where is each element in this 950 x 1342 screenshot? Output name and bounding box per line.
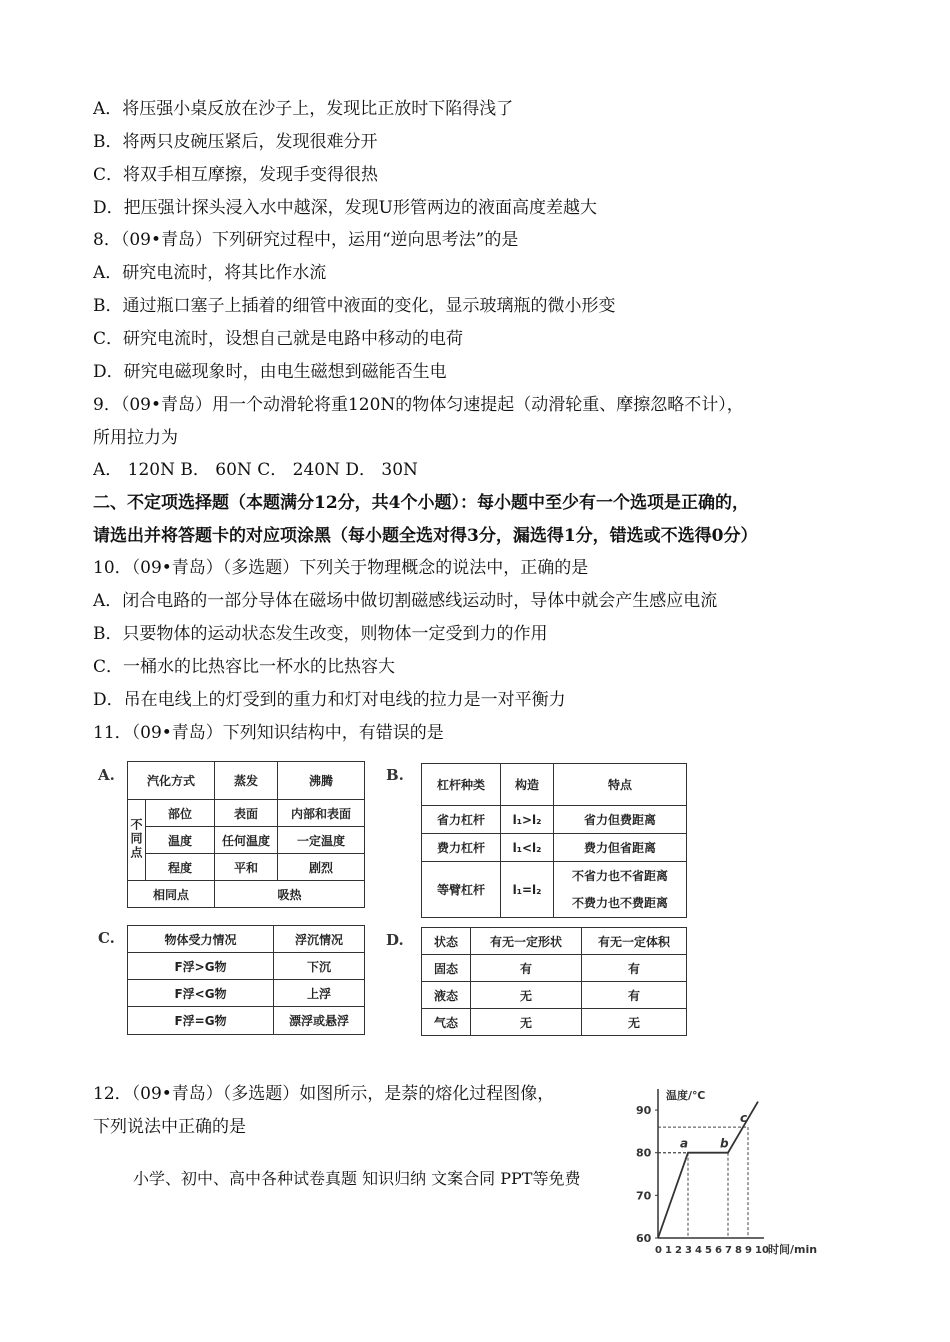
table-c-header: 浮沉情况 [274,926,365,953]
table-a-cell: 部位 [146,800,215,827]
table-b-cell: 不费力也不费距离 [571,895,668,910]
table-d-label: D. [386,931,404,949]
table-b-cell: 省力但费距离 [554,806,687,834]
x-tick-label: 7 [725,1245,732,1256]
table-a-cell: 温度 [146,827,215,854]
table-d-cell: 无 [471,982,582,1009]
x-axis-label: 时间/min [768,1243,818,1256]
q7-option-d: D．把压强计探头浸入水中越深，发现U形管两边的液面高度差越大 [93,198,597,218]
x-tick-label: 8 [735,1245,742,1256]
melting-chart [620,1085,835,1265]
table-b-header: 杠杆种类 [422,764,501,806]
q8-option-c: C．研究电流时，设想自己就是电路中移动的电荷 [93,329,464,349]
table-d-cell: 液态 [422,982,471,1009]
table-a [127,761,365,908]
q10-option-d: D．吊在电线上的灯受到的重力和灯对电线的拉力是一对平衡力 [93,690,566,710]
q8-option-d: D．研究电磁现象时，由电生磁想到磁能否生电 [93,362,447,382]
table-a-same-label: 相同点 [128,881,215,908]
table-b-header: 特点 [554,764,687,806]
table-c-cell: 上浮 [274,980,365,1007]
y-axis-label: 温度/℃ [666,1089,706,1102]
table-b [421,763,687,918]
q8-stem: 8．（09•青岛）下列研究过程中，运用“逆向思考法”的是 [93,230,519,250]
table-a-header: 蒸发 [215,762,278,800]
q12-stem: 12．（09•青岛）（多选题）如图所示，是萘的熔化过程图像， [93,1084,555,1104]
table-a-cell: 一定温度 [278,827,365,854]
q8-option-b: B．通过瓶口塞子上插着的细管中液面的变化，显示玻璃瓶的微小形变 [93,296,616,316]
y-tick-label: 80 [636,1146,652,1160]
q7-option-a: A．将压强小桌反放在沙子上，发现比正放时下陷得浅了 [93,99,514,119]
section-heading: 二、不定项选择题（本题满分12分，共4个小题）：每小题中至少有一个选项是正确的， [93,493,749,513]
table-b-cell: 等臂杠杆 [422,862,501,918]
table-d-header: 状态 [422,928,471,955]
q9-stem: 9．（09•青岛）用一个动滑轮将重120N的物体匀速提起（动滑轮重、摩擦忽略不计）， [93,395,744,415]
table-a-cell: 程度 [146,854,215,881]
table-c [127,925,365,1035]
x-tick-label: 2 [675,1245,682,1256]
table-c-label: C. [98,929,115,947]
table-d-cell: 无 [471,1009,582,1036]
section-instructions: 请选出并将答题卡的对应项涂黑（每小题全选对得3分，漏选得1分，错选或不选得0分） [93,526,758,546]
table-d-cell: 无 [582,1009,687,1036]
table-d [421,927,687,1036]
y-tick-label: 70 [636,1189,652,1203]
y-tick-label: 90 [636,1104,652,1118]
table-c-header: 物体受力情况 [128,926,274,953]
table-d-header: 有无一定形状 [471,928,582,955]
q11-stem: 11．（09•青岛）下列知识结构中，有错误的是 [93,723,444,743]
table-c-cell: 漂浮或悬浮 [274,1007,365,1035]
q7-option-b: B．将两只皮碗压紧后，发现很难分开 [93,132,378,152]
table-a-cell: 表面 [215,800,278,827]
table-a-header: 汽化方式 [128,762,215,800]
footer-ad: 小学、初中、高中各种试卷真题 知识归纳 文案合同 PPT等免费 [133,1169,581,1188]
table-b-cell: l₁>l₂ [501,806,554,834]
x-tick-label: 3 [685,1245,692,1256]
table-c-cell: F浮=G物 [128,1007,274,1035]
q9-options: A． 120N B． 60N C． 240N D． 30N [93,460,418,480]
table-a-cell: 内部和表面 [278,800,365,827]
table-c-cell: F浮<G物 [128,980,274,1007]
x-tick-label: 5 [705,1245,712,1256]
table-b-cell: 费力但省距离 [554,834,687,862]
x-tick-label: 6 [715,1245,722,1256]
q7-option-c: C．将双手相互摩擦，发现手变得很热 [93,165,379,185]
table-a-cell: 剧烈 [278,854,365,881]
table-d-cell: 气态 [422,1009,471,1036]
q8-option-a: A．研究电流时，将其比作水流 [93,263,327,283]
table-a-diff-label: 不同点 [129,817,143,860]
q12-stem-cont: 下列说法中正确的是 [93,1117,246,1137]
point-label-a: a [680,1136,689,1151]
table-c-cell: 下沉 [274,953,365,980]
q10-option-a: A．闭合电路的一部分导体在磁场中做切割磁感线运动时，导体中就会产生感应电流 [93,591,718,611]
x-tick-label: 0 [655,1245,662,1256]
q10-option-c: C．一桶水的比热容比一杯水的比热容大 [93,657,396,677]
table-b-cell: l₁=l₂ [501,862,554,918]
point-label-b: b [720,1136,729,1151]
table-b-header: 构造 [501,764,554,806]
x-tick-label: 10 [755,1245,769,1256]
q10-option-b: B．只要物体的运动状态发生改变，则物体一定受到力的作用 [93,624,548,644]
table-b-cell: 不省力也不省距离 [571,868,668,883]
table-a-label: A. [98,766,115,784]
table-d-cell: 固态 [422,955,471,982]
table-a-header: 沸腾 [278,762,365,800]
table-a-cell: 平和 [215,854,278,881]
table-d-cell: 有 [582,982,687,1009]
table-a-cell: 任何温度 [215,827,278,854]
x-tick-label: 1 [665,1245,672,1256]
table-d-cell: 有 [471,955,582,982]
y-tick-label: 60 [636,1232,652,1245]
table-d-header: 有无一定体积 [582,928,687,955]
table-c-cell: F浮>G物 [128,953,274,980]
x-tick-label: 9 [745,1245,752,1256]
x-tick-label: 4 [695,1245,702,1256]
table-b-label: B. [386,766,404,784]
q10-stem: 10．（09•青岛）（多选题）下列关于物理概念的说法中，正确的是 [93,558,589,578]
table-a-same-value: 吸热 [215,881,365,908]
table-b-cell: l₁<l₂ [501,834,554,862]
table-d-cell: 有 [582,955,687,982]
table-b-cell: 费力杠杆 [422,834,501,862]
point-label-c: c [740,1111,748,1126]
table-b-cell: 省力杠杆 [422,806,501,834]
q9-stem-cont: 所用拉力为 [93,428,178,448]
